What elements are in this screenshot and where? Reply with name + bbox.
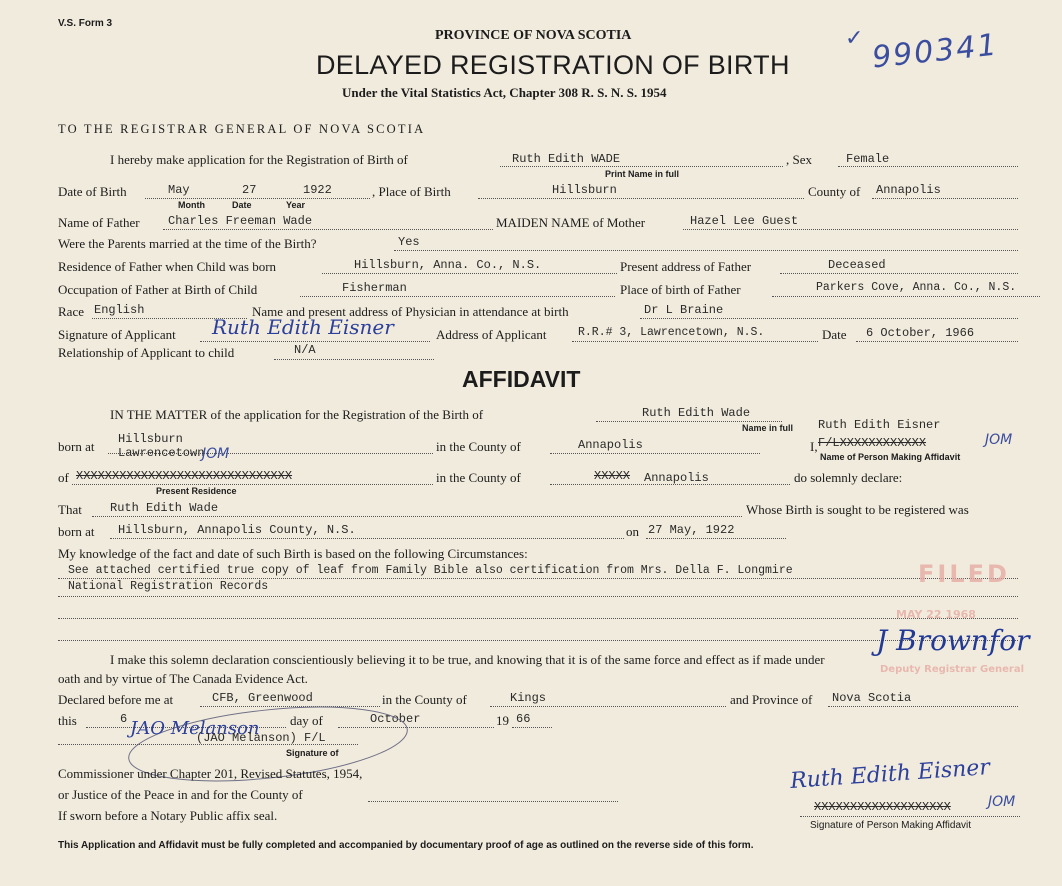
deponent-signature: Ruth Edith Eisner bbox=[789, 755, 991, 794]
name-caption: Print Name in full bbox=[605, 169, 680, 179]
circumstance-line-2 bbox=[58, 596, 1018, 597]
signature-of-caption: Signature of bbox=[286, 748, 339, 758]
residence-line bbox=[72, 484, 433, 485]
county2-struck: XXXXX bbox=[594, 469, 631, 483]
circumstance-2: National Registration Records bbox=[68, 580, 269, 593]
name-line bbox=[500, 166, 783, 167]
declare-label: do solemnly declare: bbox=[794, 470, 903, 485]
deponent-signature-caption: Signature of Person Making Affidavit bbox=[810, 820, 972, 831]
county3-line bbox=[490, 706, 726, 707]
relationship-label: Relationship of Applicant to child bbox=[58, 345, 235, 360]
date-line bbox=[856, 341, 1018, 342]
father-birthplace-label: Place of birth of Father bbox=[620, 282, 741, 297]
applicant-address-line bbox=[572, 341, 818, 342]
county3-label: in the County of bbox=[382, 692, 467, 707]
file-number: 990341 bbox=[870, 27, 1001, 76]
notary-line: If sworn before a Notary Public affix seal. bbox=[58, 808, 278, 823]
day-value: 6 bbox=[120, 712, 128, 726]
married-line bbox=[394, 250, 1018, 251]
circumstance-1: See attached certified true copy of leaf from Family Bible also certification from Mrs. Della F. Longmire bbox=[68, 564, 793, 577]
affidavit-heading: AFFIDAVIT bbox=[462, 366, 581, 392]
day-of-label: day of bbox=[290, 713, 323, 728]
name-in-full-caption: Name in full bbox=[742, 423, 794, 433]
county-label: County of bbox=[808, 184, 861, 199]
mother-name: Hazel Lee Guest bbox=[690, 214, 799, 228]
relationship-value: N/A bbox=[294, 343, 316, 357]
intro-label: I hereby make application for the Registration of Birth of bbox=[110, 152, 408, 167]
born-at-value: Hillsburn bbox=[118, 432, 183, 446]
father-birthplace-value: Parkers Cove, Anna. Co., N.S. bbox=[816, 281, 1017, 294]
form-number: V.S. Form 3 bbox=[58, 18, 113, 29]
page-title: DELAYED REGISTRATION OF BIRTH bbox=[316, 50, 790, 80]
residence-struck: XXXXXXXXXXXXXXXXXXXXXXXXXXXXXX bbox=[76, 469, 293, 483]
year-suffix: 66 bbox=[516, 712, 531, 726]
circumstance-line-4 bbox=[58, 640, 1018, 641]
deponent-signature-struck: XXXXXXXXXXXXXXXXXXX bbox=[814, 800, 951, 814]
year-caption: Year bbox=[286, 200, 306, 210]
deponent-handwritten: Ruth Edith Eisner bbox=[818, 418, 941, 432]
residence-label: Residence of Father when Child was born bbox=[58, 259, 277, 274]
place-value: Hillsburn bbox=[552, 183, 617, 197]
dob-label: Date of Birth bbox=[58, 184, 127, 199]
on-date: 27 May, 1922 bbox=[648, 523, 735, 537]
county-value: Annapolis bbox=[876, 183, 941, 197]
in-county2-label: in the County of bbox=[436, 470, 521, 485]
i-label: I, bbox=[810, 439, 818, 454]
matter-label: IN THE MATTER of the application for the Registration of the Birth of bbox=[110, 407, 484, 422]
place-line bbox=[478, 198, 804, 199]
declared-label: Declared before me at bbox=[58, 692, 174, 707]
province-line bbox=[828, 706, 1018, 707]
knowledge-label: My knowledge of the fact and date of such Birth is based on the following Circumstances: bbox=[58, 546, 528, 561]
residence-new: Lawrencetown bbox=[118, 446, 205, 460]
dob-month: May bbox=[168, 183, 190, 197]
father-birthplace-line bbox=[772, 296, 1040, 297]
addressee: TO THE REGISTRAR GENERAL OF NOVA SCOTIA bbox=[58, 122, 426, 136]
dob-year: 1922 bbox=[303, 183, 332, 197]
date-value: 6 October, 1966 bbox=[866, 326, 975, 340]
registrar-signature: J Brownfor bbox=[876, 624, 1030, 657]
province-heading: PROVINCE OF NOVA SCOTIA bbox=[435, 28, 632, 43]
physician-label: Name and present address of Physician in attendance at birth bbox=[252, 304, 569, 319]
residence-value: Hillsburn, Anna. Co., N.S. bbox=[354, 258, 542, 272]
relationship-line bbox=[274, 359, 434, 360]
deponent-initials: JOM bbox=[985, 432, 1013, 448]
applicant-address-value: R.R.# 3, Lawrencetown, N.S. bbox=[578, 326, 765, 339]
married-value: Yes bbox=[398, 235, 420, 249]
sex-value: Female bbox=[846, 152, 890, 166]
father-line bbox=[163, 229, 493, 230]
occupation-line bbox=[300, 296, 615, 297]
commissioner-chapter: Commissioner under Chapter 201, Revised Statutes, 1954, bbox=[58, 766, 363, 781]
present-address-label: Present address of Father bbox=[620, 259, 752, 274]
in-county-line bbox=[550, 453, 760, 454]
date-label: Date bbox=[822, 327, 847, 342]
applicant-address-label: Address of Applicant bbox=[436, 327, 547, 342]
dob-date: 27 bbox=[242, 183, 257, 197]
check-mark: ✓ bbox=[845, 26, 864, 51]
filed-stamp-date: MAY 22 1968 bbox=[896, 608, 976, 621]
mother-label: MAIDEN NAME of Mother bbox=[496, 215, 646, 230]
in-county-label: in the County of bbox=[436, 439, 521, 454]
month-caption: Month bbox=[178, 200, 205, 210]
occupation-label: Occupation of Father at Birth of Child bbox=[58, 282, 258, 297]
date-caption: Date bbox=[232, 200, 252, 210]
race-label: Race bbox=[58, 304, 84, 319]
mother-line bbox=[683, 229, 1018, 230]
sex-line bbox=[838, 166, 1018, 167]
married-label: Were the Parents married at the time of the Birth? bbox=[58, 236, 317, 251]
place-label: , Place of Birth bbox=[372, 184, 451, 199]
month-value: October bbox=[370, 712, 421, 726]
present-address-value: Deceased bbox=[828, 258, 886, 272]
this-label: this bbox=[58, 713, 77, 728]
occupation-value: Fisherman bbox=[342, 281, 407, 295]
father-label: Name of Father bbox=[58, 215, 140, 230]
that-label: That bbox=[58, 502, 82, 517]
child-name: Ruth Edith WADE bbox=[512, 152, 621, 166]
county3-value: Kings bbox=[510, 691, 547, 705]
applicant-signature-line bbox=[200, 341, 430, 342]
act-subtitle: Under the Vital Statistics Act, Chapter 308 R. S. N. S. 1954 bbox=[342, 85, 667, 100]
province-label: and Province of bbox=[730, 692, 813, 707]
declaration-line-1: I make this solemn declaration conscientiously believing it to be true, and knowing that it is of the same force and effect as if made under bbox=[110, 652, 825, 667]
born-at2-label: born at bbox=[58, 524, 95, 539]
footer-note: This Application and Affidavit must be fully completed and accompanied by documentary proof of age as outlined on the reverse side of this form. bbox=[58, 840, 754, 851]
whose-label: Whose Birth is sought to be registered was bbox=[746, 502, 969, 517]
present-address-line bbox=[780, 273, 1018, 274]
deponent-signature-initials: JOM bbox=[988, 794, 1016, 810]
on-line bbox=[646, 538, 786, 539]
on-label: on bbox=[626, 524, 639, 539]
present-residence-caption: Present Residence bbox=[156, 486, 237, 496]
that-name: Ruth Edith Wade bbox=[110, 501, 219, 515]
matter-line bbox=[596, 421, 782, 422]
race-value: English bbox=[94, 303, 145, 317]
of-label: of bbox=[58, 470, 69, 485]
deponent-struck: F/LXXXXXXXXXXXX bbox=[818, 436, 927, 450]
justice-county-line bbox=[368, 801, 618, 802]
physician-value: Dr L Braine bbox=[644, 303, 724, 317]
year-line bbox=[512, 727, 552, 728]
circumstance-line-3 bbox=[58, 618, 1018, 619]
residence-initials: JOM bbox=[202, 446, 230, 462]
commissioner-signature: JAO Melanson bbox=[130, 718, 260, 739]
applicant-signature: Ruth Edith Eisner bbox=[212, 315, 394, 339]
county-line bbox=[872, 198, 1018, 199]
matter-name: Ruth Edith Wade bbox=[642, 406, 751, 420]
deponent-signature-line bbox=[800, 816, 1020, 817]
in-county-value: Annapolis bbox=[578, 438, 643, 452]
filed-stamp: FILED bbox=[918, 560, 1010, 588]
declared-at: CFB, Greenwood bbox=[212, 691, 313, 705]
born-at-label: born at bbox=[58, 439, 95, 454]
born-at2-value: Hillsburn, Annapolis County, N.S. bbox=[118, 523, 356, 537]
deponent-caption: Name of Person Making Affidavit bbox=[820, 452, 961, 462]
applicant-signature-label: Signature of Applicant bbox=[58, 327, 176, 342]
dob-line bbox=[145, 198, 370, 199]
that-line bbox=[92, 516, 742, 517]
year-prefix: 19 bbox=[496, 713, 509, 728]
born-at2-line bbox=[110, 538, 624, 539]
physician-line bbox=[640, 318, 1018, 319]
justice-line: or Justice of the Peace in and for the County of bbox=[58, 787, 303, 802]
father-name: Charles Freeman Wade bbox=[168, 214, 313, 228]
residence-line bbox=[322, 273, 617, 274]
commissioner-typed: (JAO Melanson) F/L bbox=[196, 731, 326, 745]
filed-stamp-office: Deputy Registrar General bbox=[880, 664, 1025, 675]
county2-value: Annapolis bbox=[644, 471, 709, 485]
declaration-line-2: oath and by virtue of The Canada Evidence Act. bbox=[58, 671, 308, 686]
sex-label: , Sex bbox=[786, 152, 812, 167]
province-value: Nova Scotia bbox=[832, 691, 912, 705]
circumstance-line-1 bbox=[58, 578, 1018, 579]
